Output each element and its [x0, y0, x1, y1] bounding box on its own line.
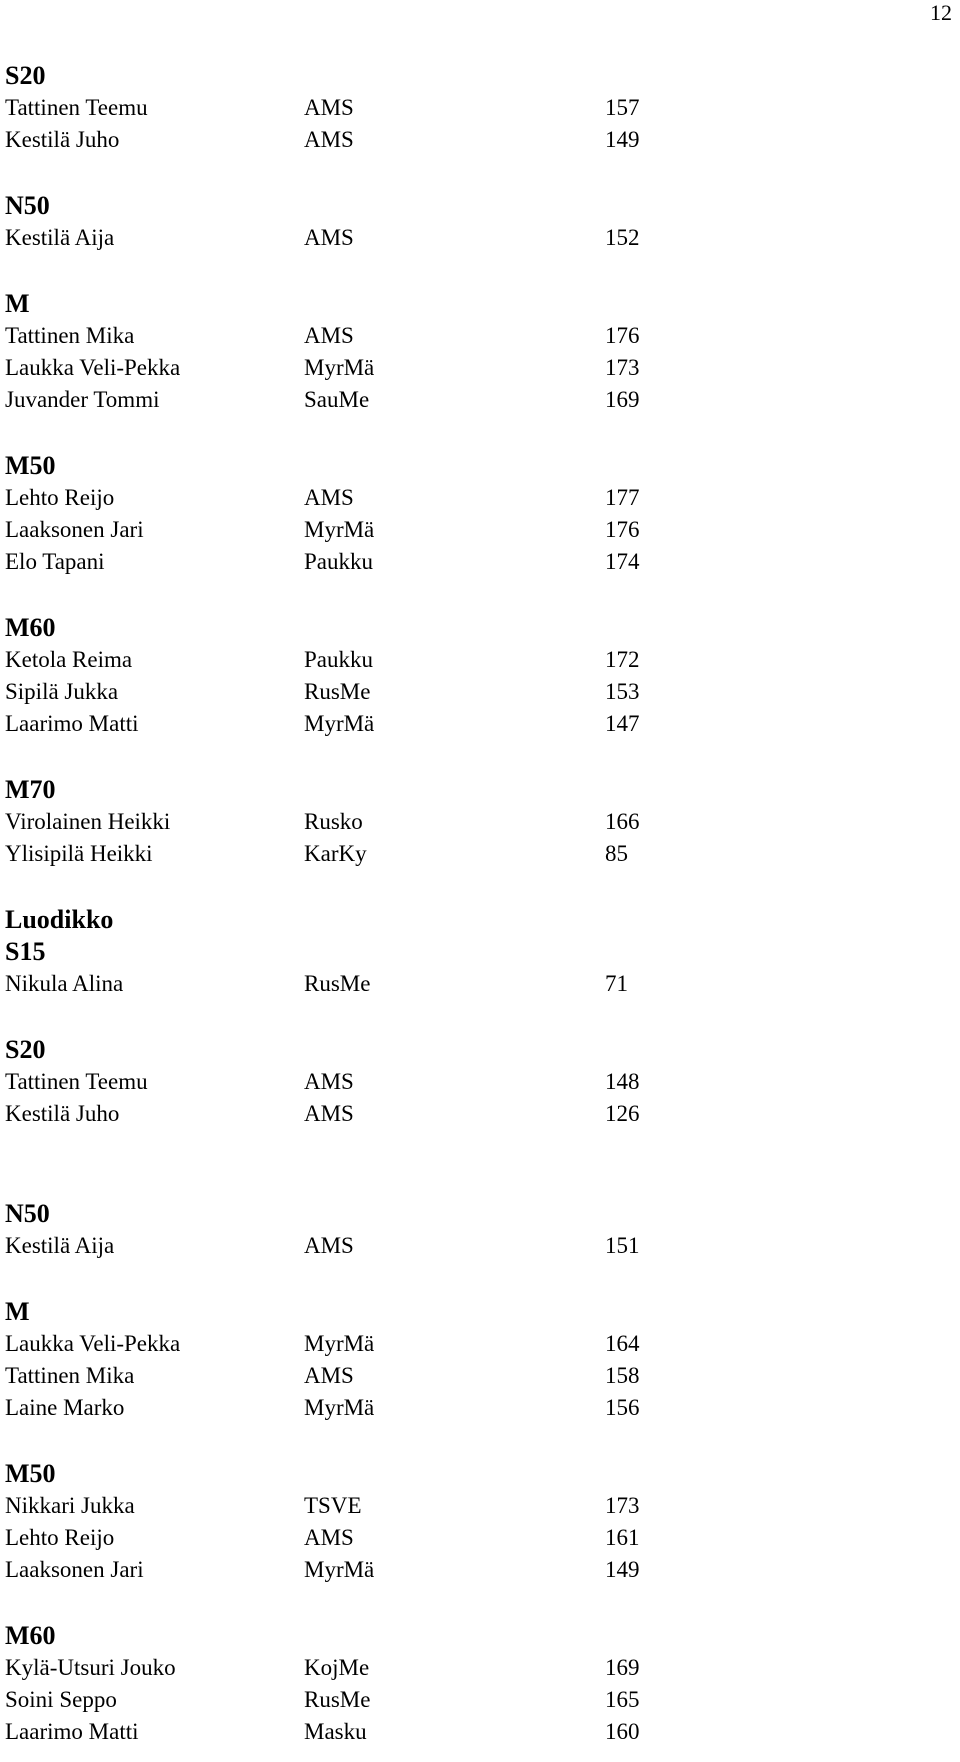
section-heading: M60 [5, 613, 56, 642]
score: 153 [605, 679, 640, 704]
competitor-name: Nikkari Jukka [5, 1493, 135, 1518]
result-row [5, 806, 705, 838]
result-row [5, 676, 705, 708]
result-row [5, 124, 705, 156]
club-name: AMS [304, 1525, 354, 1550]
club-name: RusMe [304, 679, 371, 704]
score: 173 [605, 355, 640, 380]
result-row [5, 644, 705, 676]
club-name: MyrMä [304, 355, 375, 380]
result-row [5, 708, 705, 740]
competitor-name: Juvander Tommi [5, 387, 160, 412]
competitor-name: Kestilä Aija [5, 1233, 115, 1258]
score: 169 [605, 1655, 640, 1680]
competitor-name: Soini Seppo [5, 1687, 117, 1712]
score: 152 [605, 225, 640, 250]
competitor-name: Laarimo Matti [5, 1719, 139, 1744]
score: 174 [605, 549, 640, 574]
club-name: AMS [304, 95, 354, 120]
competitor-name: Tattinen Mika [5, 323, 135, 348]
club-name: MyrMä [304, 1395, 375, 1420]
section-heading: N50 [5, 191, 50, 220]
competitor-name: Laarimo Matti [5, 711, 139, 736]
club-name: RusMe [304, 1687, 371, 1712]
competitor-name: Laaksonen Jari [5, 1557, 144, 1582]
section-heading: S20 [5, 1035, 46, 1064]
competitor-name: Ketola Reima [5, 647, 133, 672]
score: 161 [605, 1525, 640, 1550]
club-name: MyrMä [304, 517, 375, 542]
score: 158 [605, 1363, 640, 1388]
result-row [5, 1522, 705, 1554]
result-row [5, 546, 705, 578]
result-row [5, 1716, 705, 1748]
competitor-name: Tattinen Teemu [5, 95, 148, 120]
result-row [5, 1098, 705, 1130]
result-row [5, 1230, 705, 1262]
competitor-name: Nikula Alina [5, 971, 124, 996]
score: 160 [605, 1719, 640, 1744]
section-heading: N50 [5, 1199, 50, 1228]
result-row [5, 838, 705, 870]
club-name: MyrMä [304, 1557, 375, 1582]
score: 172 [605, 647, 640, 672]
result-row [5, 1360, 705, 1392]
score: 151 [605, 1233, 640, 1258]
score: 176 [605, 323, 640, 348]
score: 177 [605, 485, 640, 510]
club-name: AMS [304, 127, 354, 152]
club-name: SauMe [304, 387, 370, 412]
score: 147 [605, 711, 640, 736]
section-heading: S15 [5, 937, 46, 966]
competitor-name: Virolainen Heikki [5, 809, 171, 834]
section-heading: S20 [5, 61, 46, 90]
club-name: AMS [304, 323, 354, 348]
club-name: RusMe [304, 971, 371, 996]
section-heading: M70 [5, 775, 56, 804]
score: 169 [605, 387, 640, 412]
section-heading: M [5, 289, 30, 318]
result-row [5, 1652, 705, 1684]
competitor-name: Laukka Veli-Pekka [5, 355, 181, 380]
club-name: MyrMä [304, 1331, 375, 1356]
result-row [5, 482, 705, 514]
competitor-name: Laine Marko [5, 1395, 125, 1420]
competitor-name: Kestilä Aija [5, 225, 115, 250]
score: 176 [605, 517, 640, 542]
club-name: AMS [304, 1363, 354, 1388]
result-row [5, 92, 705, 124]
result-row [5, 1554, 705, 1586]
score: 157 [605, 95, 640, 120]
club-name: KarKy [304, 841, 367, 866]
competitor-name: Lehto Reijo [5, 485, 115, 510]
result-row [5, 1066, 705, 1098]
section-heading: M60 [5, 1621, 56, 1650]
score: 156 [605, 1395, 640, 1420]
result-row [5, 968, 705, 1000]
club-name: TSVE [304, 1493, 362, 1518]
score: 149 [605, 127, 640, 152]
result-row [5, 514, 705, 546]
score: 126 [605, 1101, 640, 1126]
club-name: AMS [304, 1101, 354, 1126]
club-name: Paukku [304, 647, 373, 672]
result-row [5, 1490, 705, 1522]
score: 173 [605, 1493, 640, 1518]
club-name: Rusko [304, 809, 363, 834]
result-row [5, 352, 705, 384]
competitor-name: Kestilä Juho [5, 127, 120, 152]
competitor-name: Laukka Veli-Pekka [5, 1331, 181, 1356]
section-heading: M50 [5, 451, 56, 480]
page-number: 12 [930, 0, 952, 25]
club-name: AMS [304, 1069, 354, 1094]
section-heading: M50 [5, 1459, 56, 1488]
score: 165 [605, 1687, 640, 1712]
score: 166 [605, 809, 640, 834]
club-name: AMS [304, 1233, 354, 1258]
club-name: MyrMä [304, 711, 375, 736]
result-row [5, 1328, 705, 1360]
score: 149 [605, 1557, 640, 1582]
result-row [5, 320, 705, 352]
result-row [5, 384, 705, 416]
club-name: KojMe [304, 1655, 370, 1680]
results-document [5, 60, 705, 1748]
competitor-name: Laaksonen Jari [5, 517, 144, 542]
score: 164 [605, 1331, 640, 1356]
competitor-name: Sipilä Jukka [5, 679, 119, 704]
competitor-name: Lehto Reijo [5, 1525, 115, 1550]
club-name: AMS [304, 485, 354, 510]
competitor-name: Ylisipilä Heikki [5, 841, 153, 866]
discipline-title: Luodikko [5, 905, 114, 934]
result-row [5, 1392, 705, 1424]
club-name: Paukku [304, 549, 373, 574]
competitor-name: Kestilä Juho [5, 1101, 120, 1126]
competitor-name: Elo Tapani [5, 549, 105, 574]
club-name: AMS [304, 225, 354, 250]
competitor-name: Kylä-Utsuri Jouko [5, 1655, 176, 1680]
result-row [5, 1684, 705, 1716]
score: 71 [605, 971, 628, 996]
score: 85 [605, 841, 628, 866]
competitor-name: Tattinen Teemu [5, 1069, 148, 1094]
score: 148 [605, 1069, 640, 1094]
club-name: Masku [304, 1719, 367, 1744]
result-row [5, 222, 705, 254]
section-heading: M [5, 1297, 30, 1326]
competitor-name: Tattinen Mika [5, 1363, 135, 1388]
